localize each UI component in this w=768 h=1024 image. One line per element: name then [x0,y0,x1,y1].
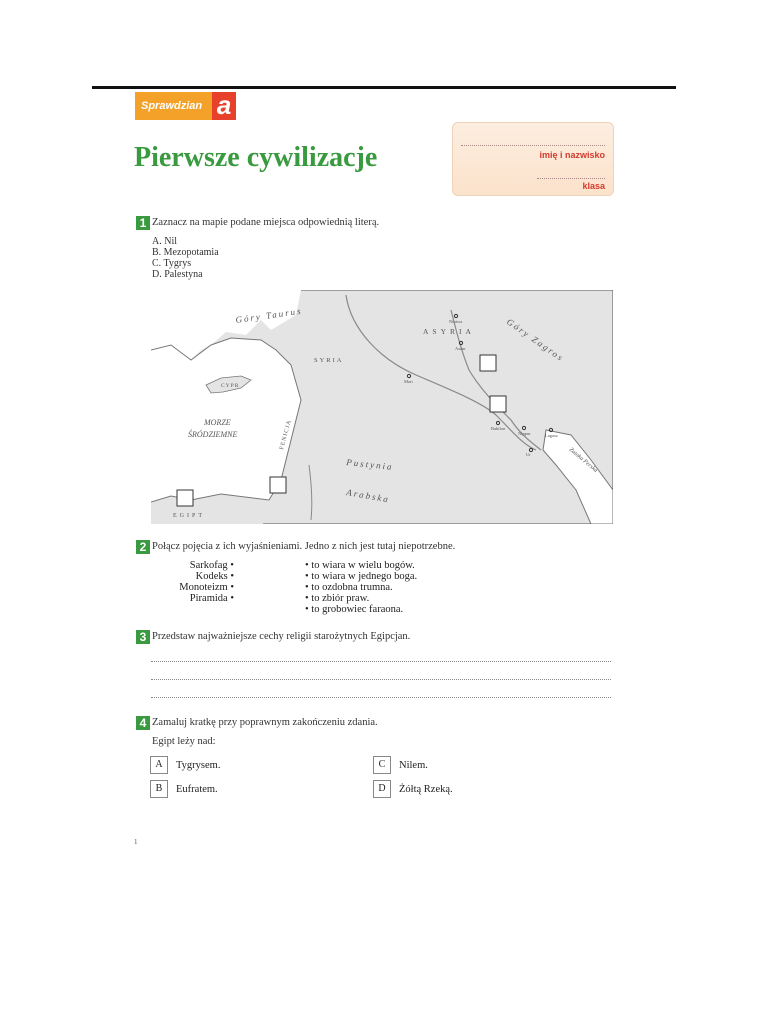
list-item: A. Nil [152,236,177,247]
class-label: klasa [582,181,605,191]
class-line[interactable] [537,178,605,179]
answer-line[interactable] [151,661,611,662]
question-3-number: 3 [136,630,150,644]
question-1-number: 1 [136,216,150,230]
option-text: Nilem. [399,759,428,771]
question-1-instruction: Zaznacz na mapie podane miejsca odpowiednią literą. [152,217,380,228]
question-2-number: 2 [136,540,150,554]
city-label: Ur [526,452,531,457]
page-title: Pierwsze cywilizacje [134,142,378,173]
definitions-column [305,560,417,615]
option-letter-box[interactable]: A [150,756,168,774]
ancient-near-east-map [151,290,613,524]
question-3-instruction: Przedstaw najważniejsze cechy religii starożytnych Egipcjan. [152,631,411,642]
answer-line[interactable] [151,697,611,698]
option-d[interactable] [373,780,453,798]
answer-line[interactable] [151,679,611,680]
option-text: Tygrysem. [176,759,221,771]
option-letter-box[interactable]: C [373,756,391,774]
definition-item[interactable]: • to ozdobna trumna. [305,582,393,593]
top-rule [92,86,676,89]
map-answer-box[interactable] [270,477,286,493]
option-text: Żółtą Rzeką. [399,783,453,795]
label-syria: SYRIA [314,357,344,364]
label-cyprus: CYPR [221,383,240,389]
option-c[interactable] [373,756,428,774]
label-assyria: ASYRIA [423,327,475,336]
definition-item[interactable]: • to zbiór praw. [305,593,370,604]
term-item[interactable]: Monoteizm • [179,582,234,593]
city-label: Mari [404,379,413,384]
label-persian-gulf: Zatoka Perska [567,446,599,474]
name-class-box [452,122,614,196]
option-text: Eufratem. [176,783,218,795]
list-item: C. Tygrys [152,258,192,269]
city-label: Lagasz [545,433,558,438]
city-label: Babilon [491,426,506,431]
badge-label: Sprawdzian [135,92,212,120]
option-b[interactable] [150,780,218,798]
label-zagros: Góry Zagros [504,316,567,364]
definition-item[interactable]: • to wiara w jednego boga. [305,571,418,582]
list-item: B. Mezopotamia [152,247,219,258]
label-phoenicia: FENICJA [279,419,293,451]
option-letter-box[interactable]: B [150,780,168,798]
label-sea: MORZE [204,418,231,427]
term-item[interactable]: Sarkofag • [189,560,234,571]
term-item[interactable]: Kodeks • [195,571,234,582]
terms-column [134,560,234,604]
map-answer-box[interactable] [177,490,193,506]
list-item: D. Palestyna [152,269,203,280]
page-number: 1 [134,838,138,846]
term-item[interactable]: Piramida • [189,593,234,604]
question-1-list [152,236,219,280]
test-badge [135,92,236,120]
option-letter-box[interactable]: D [373,780,391,798]
city-label: Nippur [518,431,531,436]
name-line[interactable] [461,145,605,146]
map-answer-box[interactable] [490,396,506,412]
label-desert-1: Pustynia [345,457,395,472]
question-2-instruction: Połącz pojęcia z ich wyjaśnieniami. Jedno z nich jest tutaj niepotrzebne. [152,541,456,552]
label-egypt: EGIPT [173,513,205,519]
label-sea-2: ŚRÓDZIEMNE [188,430,238,439]
question-4-instruction: Zamaluj kratkę przy poprawnym zakończeniu zdania. [152,717,378,728]
definition-item[interactable]: • to grobowiec faraona. [305,604,404,615]
map-answer-box[interactable] [480,355,496,371]
label-desert-2: Arabska [345,487,391,505]
badge-letter: a [212,92,236,120]
city-label: Niniwa [449,319,463,324]
definition-item[interactable]: • to wiara w wielu bogów. [305,560,415,571]
question-4-number: 4 [136,716,150,730]
question-4-stem: Egipt leży nad: [152,736,216,747]
city-label: Aszur [455,346,466,351]
label-taurus: Góry Taurus [234,305,304,325]
name-label: imię i nazwisko [539,150,605,160]
option-a[interactable] [150,756,220,774]
